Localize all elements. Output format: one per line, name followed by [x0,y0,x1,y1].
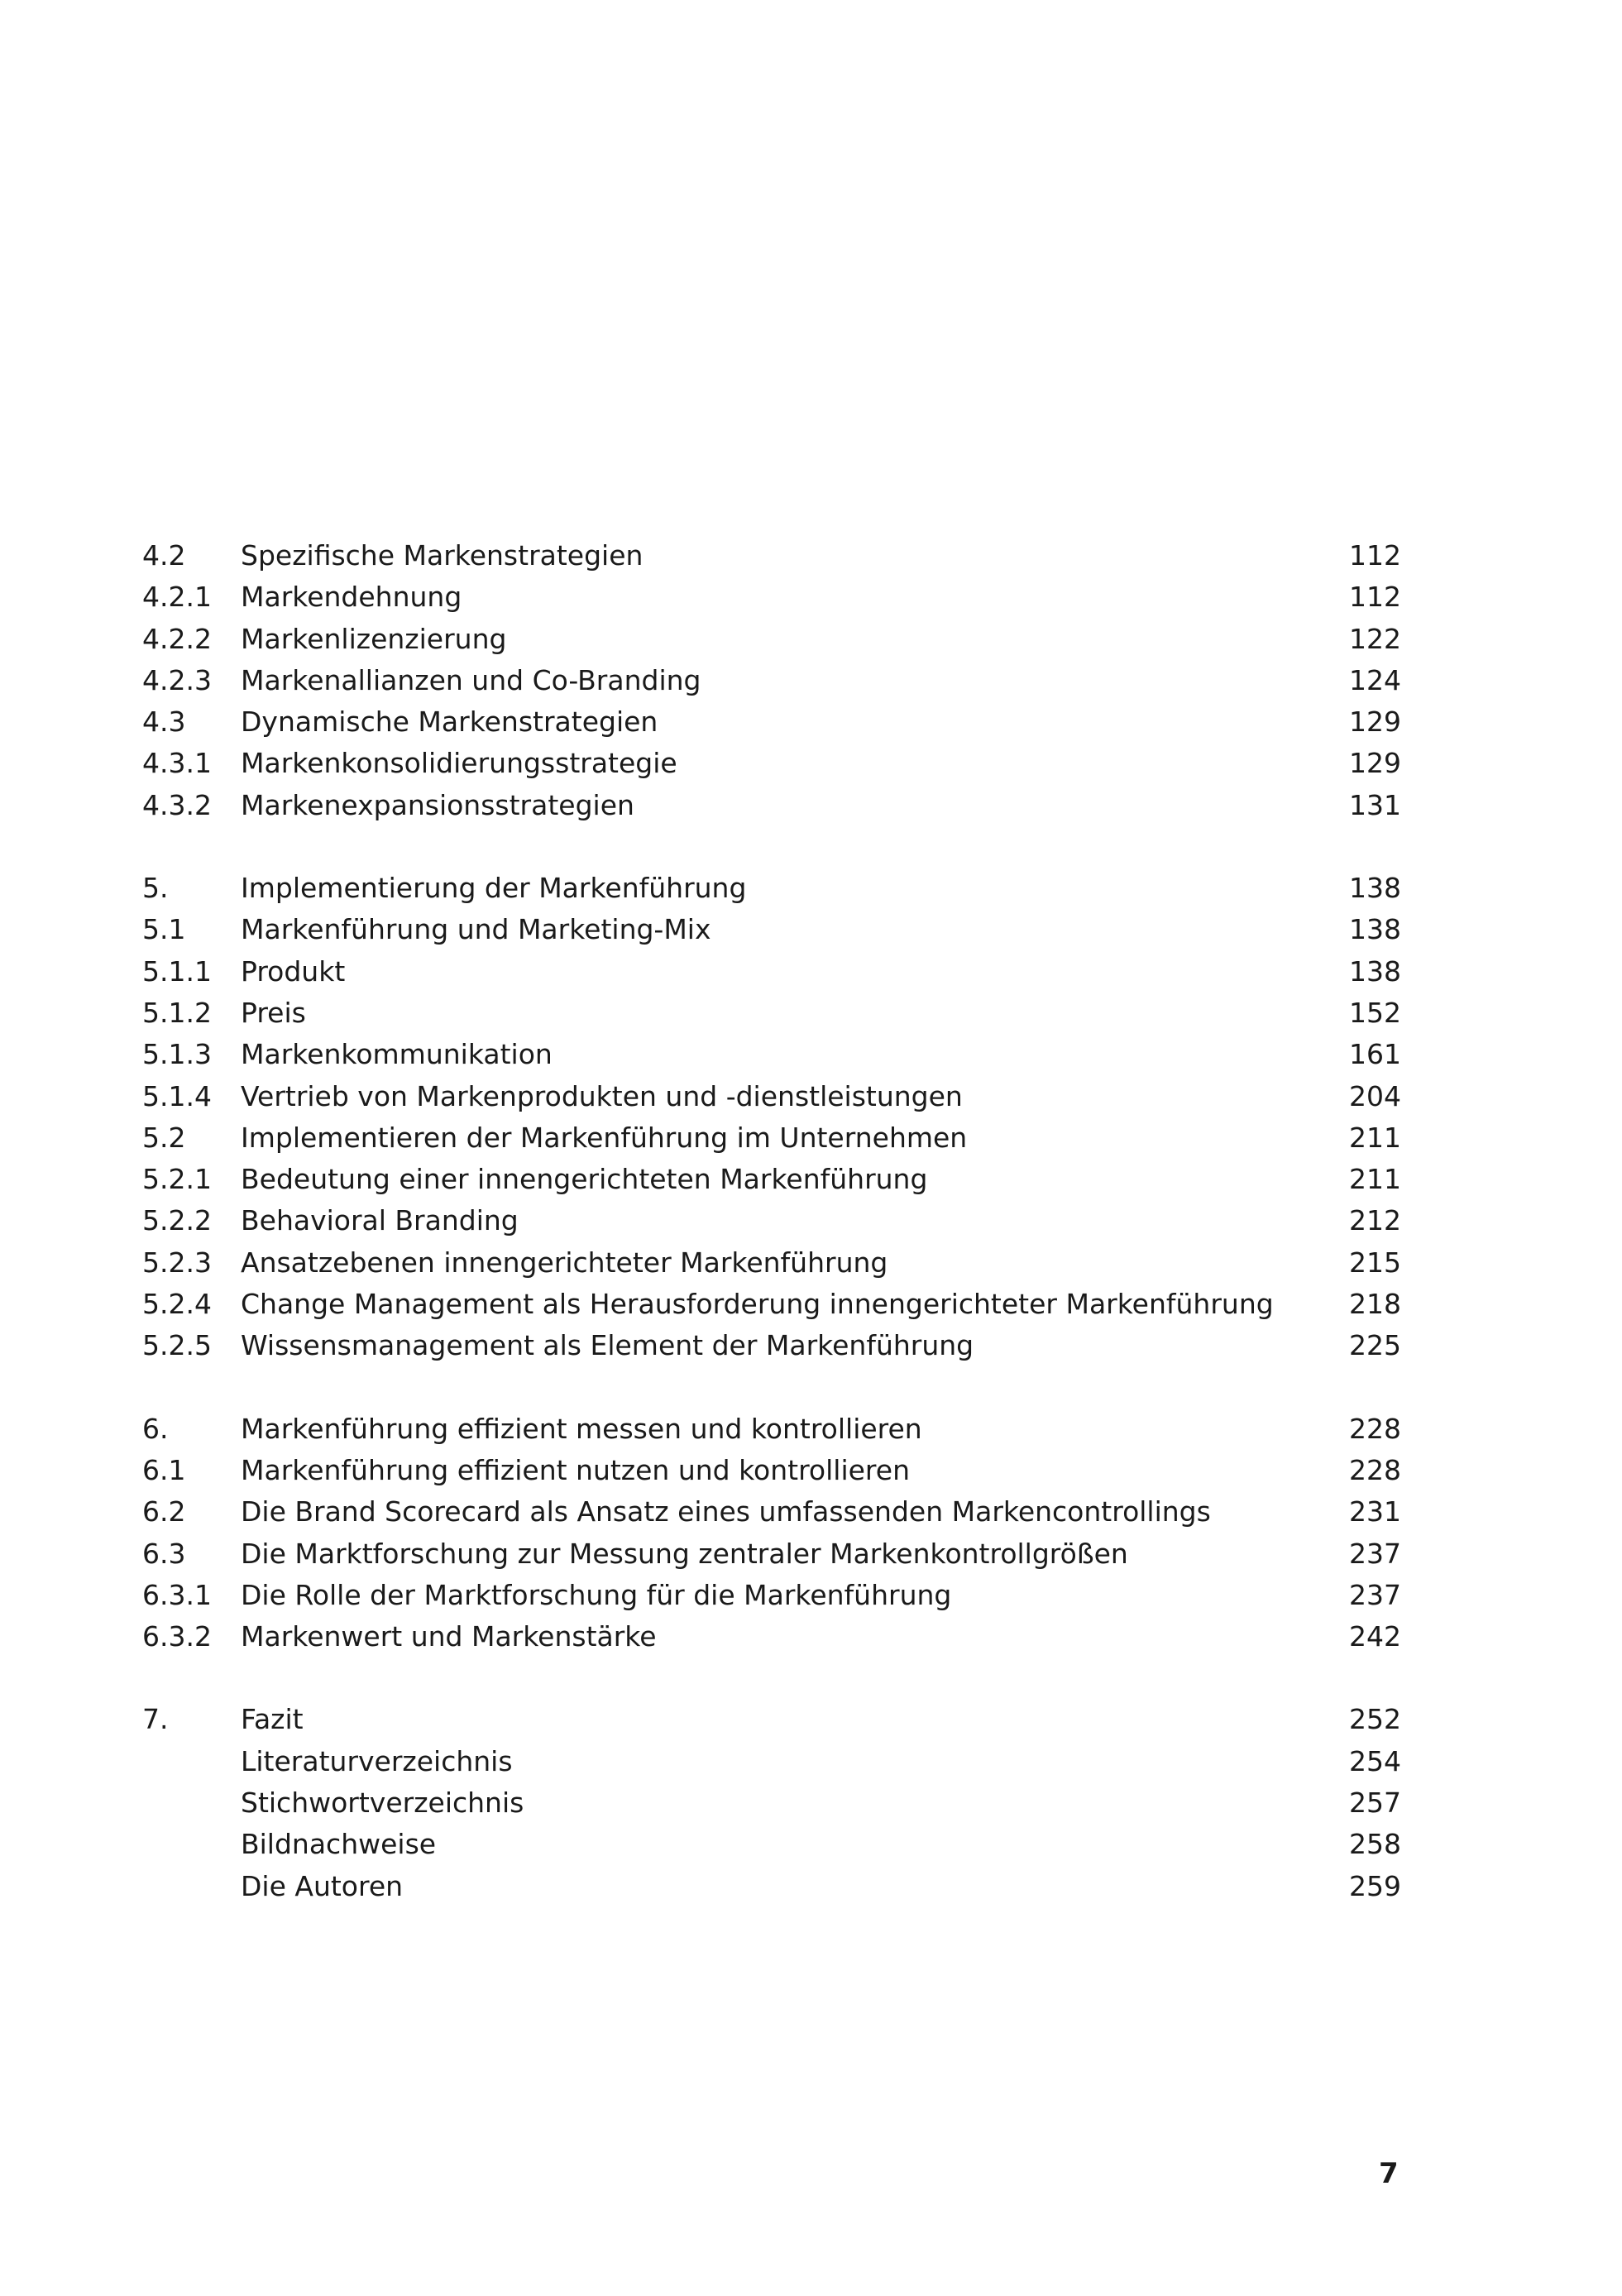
toc-entry [142,660,1401,701]
toc-entry-number: 6.3.1 [142,1578,212,1611]
toc-entry [142,1284,1401,1325]
toc-entry [142,909,1401,950]
toc-entry-page: 231 [1349,1495,1401,1528]
toc-entry-page: 237 [1349,1578,1401,1611]
toc-entry-number: 5.1.1 [142,954,212,988]
toc-entry-page: 254 [1349,1744,1401,1777]
toc-entry-number: 5.2.3 [142,1246,212,1279]
toc-entry-number: 5.1.4 [142,1079,212,1112]
toc-entry [142,1575,1401,1616]
toc-entry-number: 5.1.3 [142,1038,212,1071]
toc-entry-number: 4.3 [142,706,186,739]
toc-entry-page: 212 [1349,1204,1401,1237]
toc-entry-title: Markenführung effizient messen und kontrollieren [241,1412,922,1445]
toc-entry-page: 129 [1349,706,1401,739]
toc-entry [142,1699,1401,1740]
toc-entry-title: Markenexpansionsstrategien [241,788,634,821]
toc-entry-page: 138 [1349,954,1401,988]
toc-entry [142,1242,1401,1284]
toc-entry-page: 138 [1349,872,1401,905]
toc-entry-title: Dynamische Markenstrategien [241,706,658,739]
toc-entry-number: 4.3.1 [142,747,212,780]
toc-entry [142,1491,1401,1533]
toc-entry-page: 129 [1349,747,1401,780]
toc-entry-number: 4.3.2 [142,788,212,821]
toc-entry-page: 228 [1349,1412,1401,1445]
toc-entry-number: 4.2 [142,539,186,572]
toc-entry [142,1824,1401,1865]
toc-entry-number: 6.1 [142,1453,186,1486]
toc-entry [142,1782,1401,1824]
toc-entry-number: 5.2.4 [142,1288,212,1321]
toc-group-chapter-5 [142,868,1401,1367]
toc-entry-number: 6. [142,1412,169,1445]
toc-entry-title: Markenführung effizient nutzen und kontrollieren [241,1453,910,1486]
toc-entry-number: 5.2 [142,1121,186,1154]
toc-entry [142,1741,1401,1782]
toc-entry-title: Produkt [241,954,346,988]
toc-entry-number: 5.2.1 [142,1163,212,1196]
toc-entry-number: 6.3.2 [142,1620,212,1653]
toc-entry-number: 6.2 [142,1495,186,1528]
toc-entry-page: 258 [1349,1828,1401,1861]
toc-entry-page: 152 [1349,996,1401,1029]
toc-entry-page: 138 [1349,913,1401,946]
toc-entry-number: 4.2.3 [142,663,212,696]
toc-entry-number: 4.2.2 [142,622,212,655]
toc-entry-title: Die Autoren [241,1869,404,1902]
toc-entry-title: Die Marktforschung zur Messung zentraler Markenkontrollgrößen [241,1537,1128,1570]
toc-entry-page: 228 [1349,1453,1401,1486]
toc-entry [142,1616,1401,1657]
toc-entry-title: Markenkonsolidierungsstrategie [241,747,677,780]
toc-entry [142,993,1401,1034]
toc-entry-page: 218 [1349,1288,1401,1321]
toc-entry-page: 204 [1349,1079,1401,1112]
toc-entry [142,1866,1401,1907]
toc-entry [142,619,1401,660]
toc-entry [142,1450,1401,1491]
toc-entry-title: Markenkommunikation [241,1038,553,1071]
toc-entry-number: 5.1 [142,913,186,946]
toc-entry-title: Change Management als Herausforderung innengerichteter Markenführung [241,1288,1274,1321]
toc-entry-title: Literaturverzeichnis [241,1744,513,1777]
toc-entry-page: 242 [1349,1620,1401,1653]
toc-entry [142,1117,1401,1159]
toc-entry-title: Die Brand Scorecard als Ansatz eines umfassenden Markencontrollings [241,1495,1211,1528]
toc-entry-page: 259 [1349,1869,1401,1902]
toc-entry-title: Implementieren der Markenführung im Unternehmen [241,1121,968,1154]
toc-entry-title: Behavioral Branding [241,1204,519,1237]
toc-entry [142,1200,1401,1241]
toc-entry-page: 252 [1349,1703,1401,1736]
toc-entry-page: 211 [1349,1121,1401,1154]
toc-group-chapter-6 [142,1409,1401,1658]
toc-entry-title: Preis [241,996,306,1029]
toc-entry-page: 161 [1349,1038,1401,1071]
toc-entry-title: Fazit [241,1703,304,1736]
toc-entry-number: 6.3 [142,1537,186,1570]
toc-entry-title: Die Rolle der Marktforschung für die Markenführung [241,1578,952,1611]
toc-entry [142,951,1401,993]
toc-entry-title: Bedeutung einer innengerichteten Markenführung [241,1163,928,1196]
toc-entry [142,1533,1401,1575]
toc-entry-page: 257 [1349,1787,1401,1820]
toc-entry [142,1409,1401,1450]
toc-entry-number: 5.2.5 [142,1329,212,1362]
toc-entry [142,701,1401,743]
toc-entry-page: 225 [1349,1329,1401,1362]
toc-entry-title: Markenallianzen und Co-Branding [241,663,701,696]
toc-entry-title: Stichwortverzeichnis [241,1787,524,1820]
toc-entry-page: 112 [1349,581,1401,614]
toc-entry [142,535,1401,576]
toc-entry-number: 5.2.2 [142,1204,212,1237]
toc-entry-title: Markenführung und Marketing-Mix [241,913,711,946]
toc-entry-title: Wissensmanagement als Element der Markenführung [241,1329,974,1362]
toc-entry-page: 215 [1349,1246,1401,1279]
toc-entry [142,868,1401,909]
toc-entry [142,785,1401,826]
toc-entry-title: Markendehnung [241,581,462,614]
toc-entry-title: Markenwert und Markenstärke [241,1620,657,1653]
toc-entry [142,1325,1401,1366]
toc-entry-title: Vertrieb von Markenprodukten und -dienstleistungen [241,1079,963,1112]
toc-entry-number: 5.1.2 [142,996,212,1029]
toc-entry [142,1034,1401,1075]
toc-entry [142,743,1401,784]
toc-entry [142,1076,1401,1117]
toc-entry [142,1159,1401,1200]
toc-entry-page: 124 [1349,663,1401,696]
toc-entry-title: Implementierung der Markenführung [241,872,747,905]
toc-entry-page: 237 [1349,1537,1401,1570]
toc-entry-number: 4.2.1 [142,581,212,614]
toc-entry-title: Bildnachweise [241,1828,437,1861]
toc-entry-page: 112 [1349,539,1401,572]
toc-entry-title: Ansatzebenen innengerichteter Markenführung [241,1246,888,1279]
toc-group-chapter-7 [142,1699,1401,1906]
toc-group-chapter-4 [142,535,1401,826]
page-number: 7 [1379,2157,1399,2190]
table-of-contents [142,535,1401,1907]
toc-entry-page: 131 [1349,788,1401,821]
toc-entry-number: 5. [142,872,169,905]
toc-entry-number: 7. [142,1703,169,1736]
toc-entry-page: 211 [1349,1163,1401,1196]
toc-entry-title: Spezifische Markenstrategien [241,539,644,572]
toc-entry [142,576,1401,618]
toc-entry-title: Markenlizenzierung [241,622,507,655]
toc-entry-page: 122 [1349,622,1401,655]
